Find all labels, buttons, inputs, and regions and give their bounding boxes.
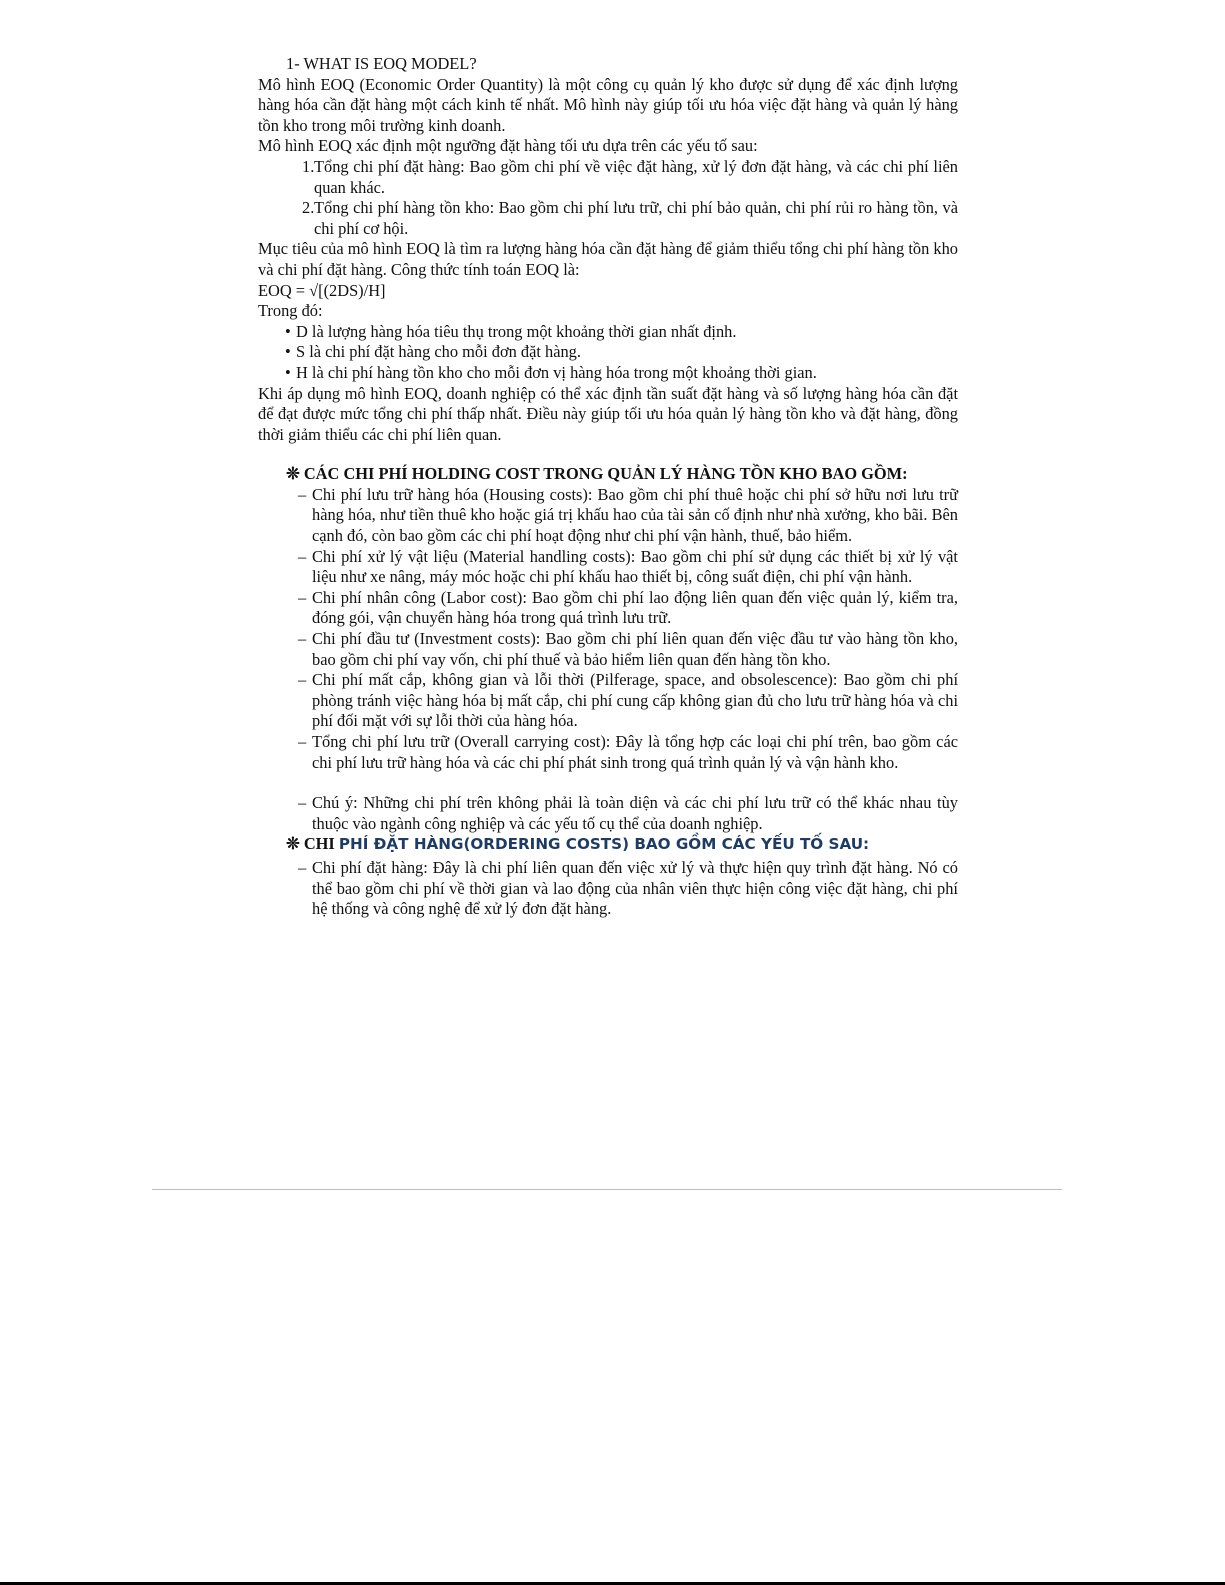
- dash-marker: –: [298, 670, 307, 690]
- list-item: [258, 198, 958, 239]
- list-item: • S là chi phí đặt hàng cho mỗi đơn đặt hàng.: [258, 342, 958, 363]
- factor-list: [258, 157, 958, 239]
- intro-paragraph: Mô hình EOQ xác định một ngưỡng đặt hàng tối ưu dựa trên các yếu tố sau:: [258, 136, 758, 156]
- list-item: [258, 157, 958, 198]
- conclusion-paragraph: Khi áp dụng mô hình EOQ, doanh nghiệp có thể xác định tần suất đặt hàng và số lượng hàng hóa cần đặt để đạt được mức tổng chi phí thấp nhất. Điều này giúp tối ưu hóa quản lý hàng tồn kho và đặt hàng, đồng thời giảm thiểu các chi phí liên quan.: [258, 383, 958, 444]
- list-text: Chi phí đầu tư (Investment costs): Bao gồm chi phí liên quan đến việc đầu tư vào hàng tồn kho, bao gồm chi phí vay vốn, chi phí thuế và bảo hiểm liên quan đến hàng tồn kho.: [312, 629, 958, 669]
- list-item: • D là lượng hàng hóa tiêu thụ trong một khoảng thời gian nhất định.: [258, 322, 958, 343]
- note-text: Chú ý: Những chi phí trên không phải là toàn diện và các chi phí lưu trữ có thể khác nhau tùy thuộc vào ngành công nghiệp và các yếu tố cụ thể của doanh nghiệp.: [312, 793, 958, 833]
- note-list: [258, 793, 958, 834]
- list-text: Tổng chi phí hàng tồn kho: Bao gồm chi phí lưu trữ, chi phí bảo quản, chi phí rủi ro hàng tồn, và chi phí cơ hội.: [314, 198, 958, 238]
- intro-paragraph: Mô hình EOQ (Economic Order Quantity) là một công cụ quản lý kho được sử dụng để xác định lượng hàng hóa cần đặt hàng một cách kinh tế nhất. Mô hình này giúp tối ưu hóa việc đặt hàng và quản lý hàng tồn kho trong môi trường kinh doanh.: [258, 74, 958, 135]
- list-item: [258, 547, 958, 588]
- formula: EOQ = √[(2DS)/H]: [258, 280, 386, 300]
- list-item: [258, 629, 958, 670]
- holding-cost-list: [258, 485, 958, 773]
- ordering-cost-title: [258, 834, 958, 855]
- dash-marker: –: [298, 546, 307, 566]
- list-number: 1.: [302, 156, 315, 176]
- dash-marker: –: [298, 629, 307, 649]
- list-text: Chi phí xử lý vật liệu (Material handling costs): Bao gồm chi phí sử dụng các thiết bị xử lý vật liệu như xe nâng, máy móc hoặc chi phí khấu hao thiết bị, công suất điện, chi phí vận hành.: [312, 546, 958, 587]
- goal-paragraph: Mục tiêu của mô hình EOQ là tìm ra lượng hàng hóa cần đặt hàng để giảm thiểu tổng chi phí hàng tồn kho và chi phí đặt hàng. Công thức tính toán EOQ là:: [258, 239, 958, 279]
- ordering-title-prefix: ❊ CHI: [286, 834, 335, 854]
- page-divider: [152, 1189, 1062, 1190]
- ordering-cost-list: [258, 858, 958, 920]
- list-number: 2.: [302, 198, 315, 218]
- where-label: Trong đó:: [258, 301, 323, 321]
- list-text: Tổng chi phí đặt hàng: Bao gồm chi phí về việc đặt hàng, xử lý đơn đặt hàng, và các chi phí liên quan khác.: [314, 156, 958, 197]
- list-text: Chi phí lưu trữ hàng hóa (Housing costs): Bao gồm chi phí thuê hoặc chi phí sở hữu nơi lưu trữ hàng hóa, như tiền thuê kho hoặc giá trị khấu hao của tài sản cố định như nhà xưởng, kho bãi. Bên cạnh đó, còn bao gồm các chi phí hoạt động như chi phí vận hành, thuế, bảo hiểm.: [312, 484, 958, 546]
- ordering-title-rest: PHÍ ĐẶT HÀNG(ORDERING COSTS) BAO GỒM CÁC YẾU TỐ SAU:: [338, 835, 870, 854]
- list-text: Chi phí đặt hàng: Đây là chi phí liên quan đến việc xử lý và thực hiện quy trình đặt hàng. Nó có thể bao gồm chi phí về thời gian và lao động của nhân viên thực hiện công việc đặt hàng, chi phí hệ thống và công nghệ để xử lý đơn đặt hàng.: [312, 857, 958, 919]
- list-item: [258, 670, 958, 732]
- list-item: • H là chi phí hàng tồn kho cho mỗi đơn vị hàng hóa trong một khoảng thời gian.: [258, 363, 958, 384]
- list-text: Tổng chi phí lưu trữ (Overall carrying cost): Đây là tổng hợp các loại chi phí trên, bao gồm các chi phí lưu trữ hàng hóa và các chi phí phát sinh trong quá trình quản lý và vận hành kho.: [312, 732, 958, 772]
- note-item: [258, 793, 958, 834]
- list-item: [258, 732, 958, 773]
- section-heading: 1- WHAT IS EOQ MODEL?: [286, 54, 477, 73]
- dash-marker: –: [298, 587, 307, 607]
- list-item: [258, 858, 958, 920]
- holding-cost-title: ❊ CÁC CHI PHÍ HOLDING COST TRONG QUẢN LÝ HÀNG TỒN KHO BAO GỒM:: [286, 464, 908, 484]
- list-item: [258, 485, 958, 547]
- list-item: [258, 588, 958, 629]
- document-page: [258, 54, 958, 920]
- variable-list: [258, 322, 958, 384]
- dash-marker: –: [298, 732, 307, 751]
- dash-marker: –: [298, 793, 307, 813]
- dash-marker: –: [298, 857, 307, 877]
- list-text: Chi phí nhân công (Labor cost): Bao gồm chi phí lao động liên quan đến việc quản lý, kiểm tra, đóng gói, vận chuyển hàng hóa trong quá trình lưu trữ.: [312, 587, 958, 628]
- list-text: Chi phí mất cắp, không gian và lỗi thời (Pilferage, space, and obsolescence): Bao gồm chi phí phòng tránh việc hàng hóa bị mất cắp, chi phí cung cấp không gian đủ cho lưu trữ hàng hóa và chi phí đối mặt với sự lỗi thời của hàng hóa.: [312, 670, 958, 731]
- dash-marker: –: [298, 484, 307, 504]
